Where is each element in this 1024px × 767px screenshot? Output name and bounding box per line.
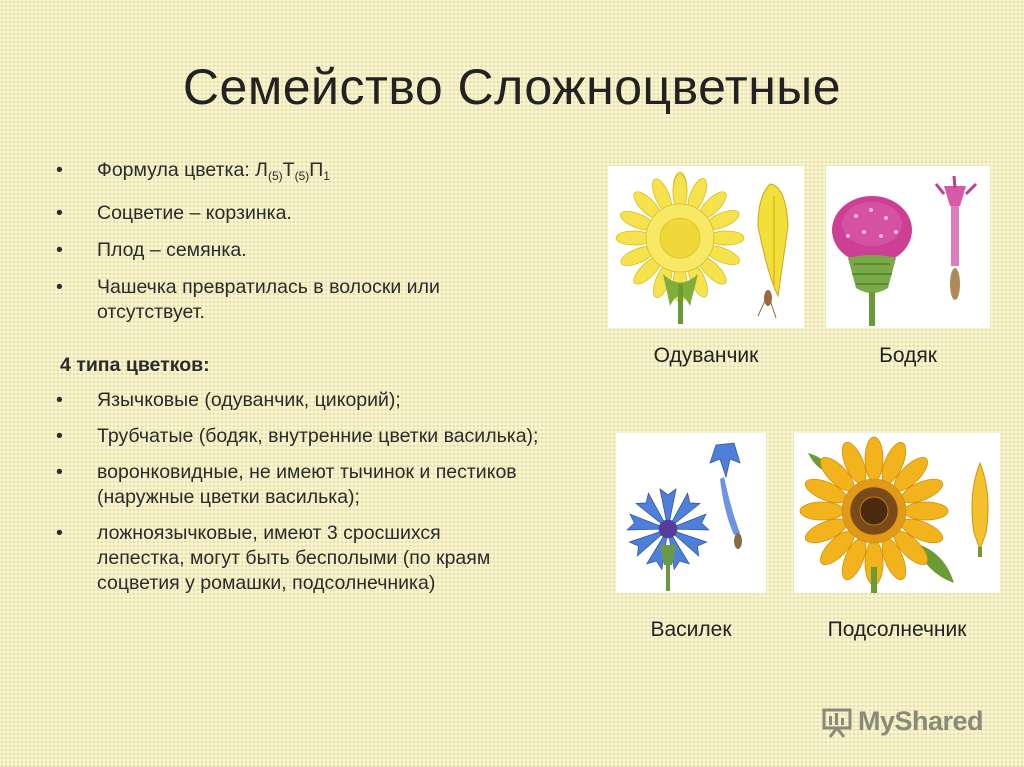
type-false-ligulate: • ложноязычковые, имеют 3 сросшихся лепестка, могут быть бесполыми (по краям соцветия у ромашки, подсолнечника) xyxy=(52,521,517,596)
dandelion-illustration xyxy=(608,166,804,328)
fact-fruit: • Плод – семянка. xyxy=(52,238,572,263)
flower-formula: • Формула цветка: $Л_{(5)}Т_{(5)}П_1$ xyxy=(52,158,572,189)
sunflower-caption: Подсолнечник xyxy=(827,618,967,641)
thistle-caption: Бодяк xyxy=(879,344,937,367)
types-heading: 4 типа цветков: xyxy=(60,354,210,376)
dandelion-image xyxy=(608,166,804,328)
cornflower-caption: Василек xyxy=(650,618,732,641)
thistle-image xyxy=(826,166,990,328)
type-tubular: • Трубчатые (бодяк, внутренние цветки василька); xyxy=(52,424,557,449)
fact-calyx: • Чашечка превратилась в волоски или отсутствует. xyxy=(52,275,517,325)
watermark-text: MyShared xyxy=(858,706,984,736)
presentation-board-icon xyxy=(822,704,852,738)
myshared-watermark xyxy=(822,704,992,740)
cornflower-image xyxy=(616,433,766,593)
cornflower-illustration xyxy=(616,433,766,593)
thistle-illustration xyxy=(826,166,990,328)
type-funnel: • воронковидные, не имеют тычинок и пестиков (наружные цветки василька); xyxy=(52,460,567,510)
slide-title: Семейство Сложноцветные xyxy=(182,59,842,115)
flower-types-list xyxy=(52,388,572,596)
facts-list xyxy=(52,158,572,325)
type-ligulate: • Язычковые (одуванчик, цикорий); xyxy=(52,388,572,413)
sunflower-image xyxy=(794,433,1000,593)
sunflower-illustration xyxy=(794,433,1000,593)
dandelion-caption: Одуванчик xyxy=(653,344,759,367)
bullet-list-area xyxy=(52,158,572,607)
fact-inflorescence: • Соцветие – корзинка. xyxy=(52,201,572,226)
